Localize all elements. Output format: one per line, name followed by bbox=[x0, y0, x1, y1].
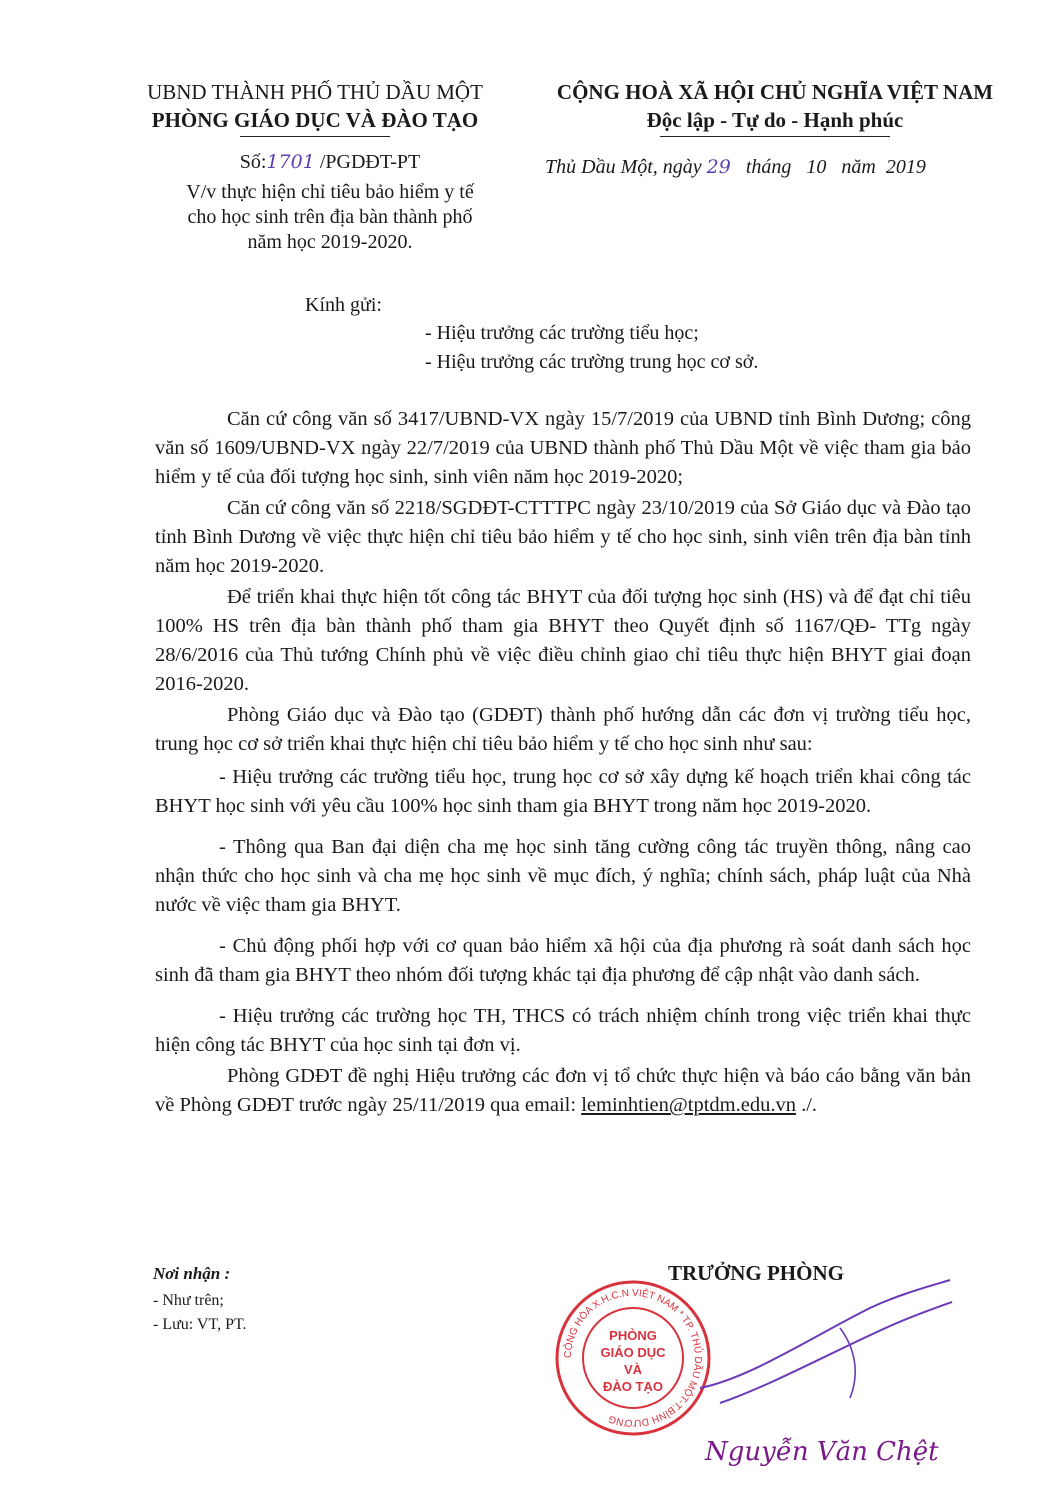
instruction-item: - Chủ động phối hợp với cơ quan bảo hiểm xã hội của địa phương rà soát danh sách học sinh đã tham gia BHYT theo nhóm đối tượng khác tại địa phương để cập nhật vào danh sách. bbox=[155, 935, 971, 986]
signer-title: TRƯỞNG PHÒNG bbox=[668, 1261, 844, 1285]
motto-underline bbox=[660, 136, 890, 137]
doc-number-prefix: Số: bbox=[239, 151, 267, 173]
agency-name: PHÒNG GIÁO DỤC VÀ ĐÀO TẠO bbox=[151, 108, 479, 132]
body-paragraph: Căn cứ công văn số 3417/UBND-VX ngày 15/7/2019 của UBND tỉnh Bình Dương; công văn số 1609/UBND-VX ngày 22/7/2019 của UBND thành phố Thủ Dầu Một về việc tham gia bảo hiểm y tế của đối tượng học sinh, sinh viên năm học 2019-2020; bbox=[155, 408, 971, 488]
seal-center-line: PHÒNG bbox=[609, 1328, 657, 1343]
national-title: CỘNG HOÀ XÃ HỘI CHỦ NGHĨA VIỆT NAM bbox=[556, 80, 994, 104]
body-paragraph: Phòng Giáo dục và Đào tạo (GDĐT) thành phố hướng dẫn các đơn vị trường tiểu học, trung học cơ sở triển khai thực hiện chỉ tiêu bảo hiểm y tế cho học sinh như sau: bbox=[155, 704, 971, 755]
agency-header bbox=[100, 78, 530, 134]
subject-line: cho học sinh trên địa bàn thành phố bbox=[187, 206, 473, 228]
doc-number-handwritten: 1701 bbox=[266, 151, 315, 173]
seal-center-line: VÀ bbox=[623, 1362, 643, 1377]
agency-parent: UBND THÀNH PHỐ THỦ DẦU MỘT bbox=[147, 80, 483, 104]
handwritten-signature-mark bbox=[690, 1268, 960, 1428]
instruction-item: - Hiệu trưởng các trường tiểu học, trung học cơ sở xây dựng kế hoạch triển khai công tác BHYT học sinh với yêu cầu 100% học sinh tham gia BHYT trong năm học 2019-2020. bbox=[155, 766, 971, 817]
recipient-item: - Hiệu trưởng các trường trung học cơ sở. bbox=[425, 351, 759, 373]
subject-line: V/v thực hiện chỉ tiêu bảo hiểm y tế bbox=[186, 181, 474, 203]
noi-nhan-item: - Như trên; bbox=[153, 1292, 224, 1309]
agency-underline bbox=[240, 136, 390, 137]
instruction-item: - Thông qua Ban đại diện cha mẹ học sinh tăng cường công tác truyền thông, nâng cao nhận thức cho học sinh và cha mẹ học sinh về mục đích, ý nghĩa; chính sách, pháp luật của Nhà nước về việc tham gia BHYT. bbox=[155, 836, 971, 916]
date-year: 2019 bbox=[885, 156, 926, 178]
recipient-item: - Hiệu trưởng các trường tiểu học; bbox=[425, 322, 699, 344]
official-seal bbox=[553, 1278, 713, 1438]
document-number bbox=[150, 150, 510, 174]
body-paragraph: Căn cứ công văn số 2218/SGDĐT-CTTTPC ngày 23/10/2019 của Sở Giáo dục và Đào tạo tỉnh Bình Dương về việc thực hiện chỉ tiêu bảo hiểm y tế cho học sinh, sinh viên trên địa bàn tỉnh năm học 2019-2020. bbox=[155, 497, 971, 577]
noi-nhan-title: Nơi nhận : bbox=[153, 1264, 231, 1283]
body-paragraph: Để triển khai thực hiện tốt công tác BHYT của đối tượng học sinh (HS) và để đạt chỉ tiêu 100% HS trên địa bàn thành phố tham gia BHYT theo Quyết định số 1167/QĐ- TTg ngày 28/6/2016 của Thủ tướng Chính phủ về việc điều chỉnh giao chỉ tiêu thực hiện BHYT giai đoạn 2016-2020. bbox=[155, 586, 971, 695]
date-day-handwritten: 29 bbox=[706, 156, 731, 178]
national-header bbox=[520, 78, 1030, 134]
subject-line: năm học 2019-2020. bbox=[247, 231, 413, 253]
instruction-item: - Hiệu trưởng các trường học TH, THCS có trách nhiệm chính trong việc triển khai thực hiện công tác BHYT của học sinh tại đơn vị. bbox=[155, 1005, 971, 1056]
national-motto: Độc lập - Tự do - Hạnh phúc bbox=[646, 108, 904, 132]
noi-nhan-item: - Lưu: VT, PT. bbox=[153, 1316, 247, 1333]
body-paragraph-request bbox=[155, 1062, 971, 1120]
seal-ring-text: CỘNG HÒA X.H.C.N VIỆT NAM * TP. THỦ DẦU MỘT-T.BÌNH DƯƠNG bbox=[562, 1287, 704, 1429]
issue-date bbox=[545, 156, 1025, 179]
seal-center-line: ĐÀO TẠO bbox=[603, 1379, 663, 1394]
date-place: Thủ Dầu Một, ngày bbox=[545, 156, 702, 178]
closing-mark: ./. bbox=[795, 1094, 818, 1116]
seal-center-line: GIÁO DỤC bbox=[600, 1345, 666, 1360]
request-text: Phòng GDĐT đề nghị Hiệu trưởng các đơn vị tổ chức thực hiện và báo cáo bằng văn bản về Phòng GDĐT trước ngày 25/11/2019 qua email: bbox=[155, 1065, 971, 1116]
date-year-label: năm bbox=[841, 156, 876, 178]
subject-block bbox=[140, 180, 520, 255]
date-month: 10 bbox=[806, 156, 827, 178]
letter-body bbox=[155, 405, 971, 1120]
contact-email-link[interactable]: leminhtien@tptdm.edu.vn bbox=[581, 1094, 796, 1116]
date-month-label: tháng bbox=[745, 156, 792, 178]
signer-name: Nguyễn Văn Chệt bbox=[705, 1437, 939, 1467]
doc-number-suffix: /PGDĐT-PT bbox=[319, 151, 421, 173]
recipients-title: Kính gửi: bbox=[305, 294, 382, 316]
